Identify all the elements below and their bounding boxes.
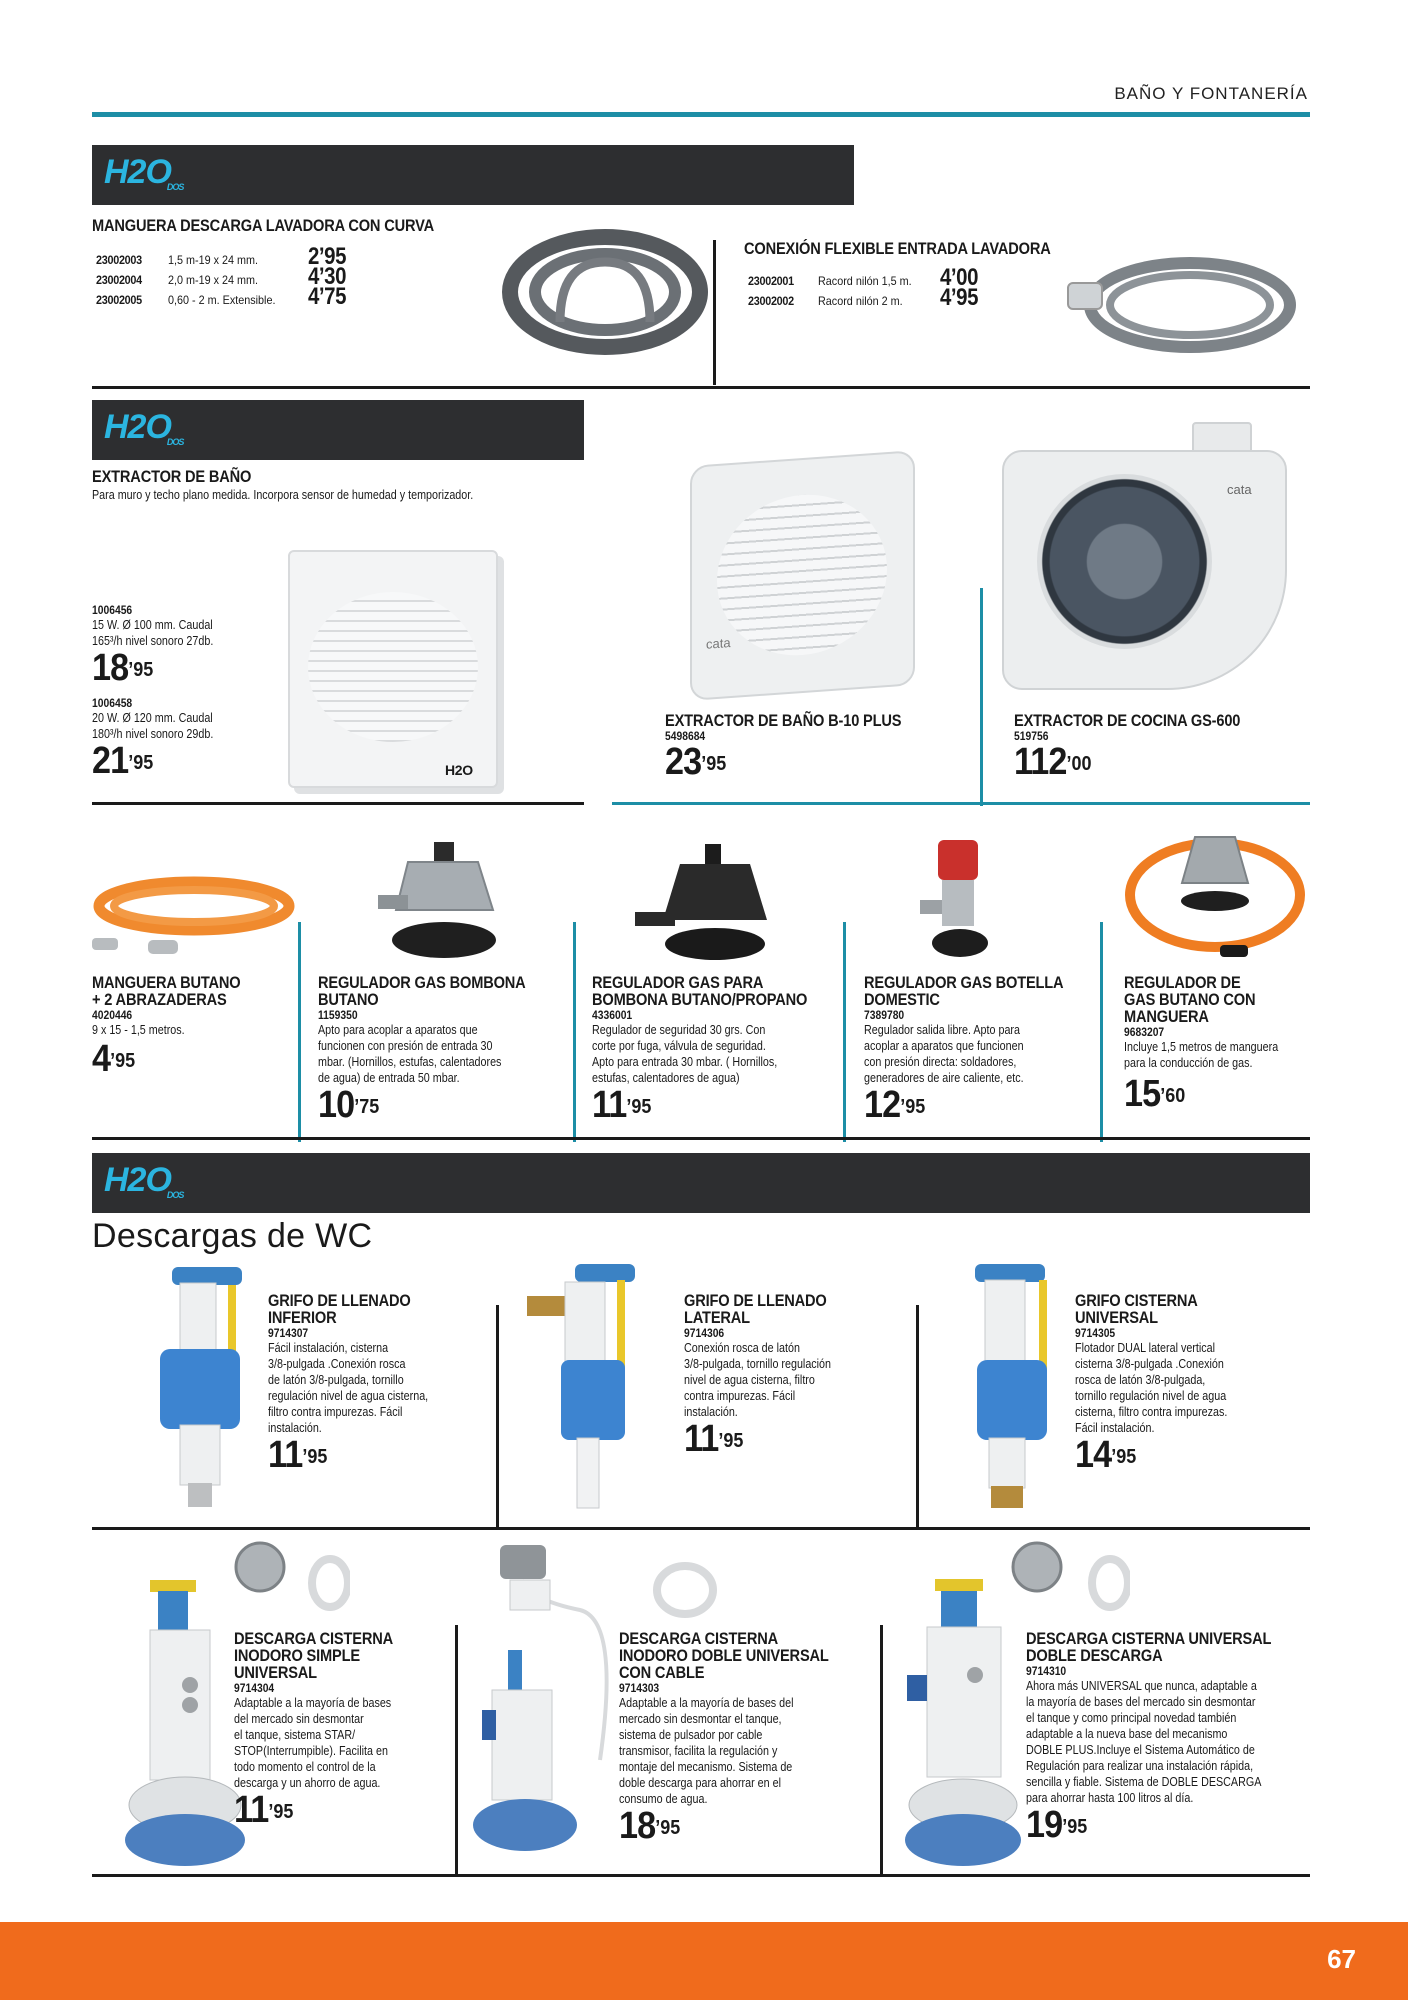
price: $18^{’95}$ <box>619 1805 681 1847</box>
price: $12^{’95}$ <box>864 1084 926 1126</box>
fill-valve-lateral-image <box>525 1262 655 1512</box>
flush-valve-product: DESCARGA CISTERNA UNIVERSAL DOBLE DESCARGA 9714310 Ahora más UNIVERSAL que nunca, adaptable a la mayoría de bases del mercado sin desmontar el tanque y como principal novedad también adaptable a la nueva base del mecanismo DOBLE PLUS.Incluye el Sistema Automático de Regulación para realizar una instalación rápida, sencilla y fiable. Sistema de DOBLE DESCARGA para ahorrar hasta 100 litros al día. $19^{’95}$ <box>1026 1629 1272 1846</box>
divider <box>298 922 301 1142</box>
divider <box>916 1305 919 1530</box>
divider <box>843 922 846 1142</box>
drain-hose-image <box>500 222 710 362</box>
table-row: 23002004 2,0 m-19 x 24 mm. 4’30 <box>96 263 347 290</box>
header-rule <box>92 112 1310 117</box>
brand-band <box>92 400 584 460</box>
h2o-logo: H2ODOS <box>104 153 184 192</box>
price: $11^{’95}$ <box>684 1418 744 1460</box>
divider <box>455 1625 458 1875</box>
variant-1006456: 1006456 15 W. Ø 100 mm. Caudal 165³/h nivel sonoro 27db. $18^{’95}$ <box>92 603 214 689</box>
divider <box>880 1625 883 1875</box>
b10-product: EXTRACTOR DE BAÑO B-10 PLUS 5498684 $23^{’95}$ <box>665 711 902 783</box>
divider <box>496 1305 499 1530</box>
table-row: 23002002 Racord nilón 2 m. 4’95 <box>748 284 979 311</box>
regulator-butane-propane-image <box>635 842 780 967</box>
section-rule <box>92 386 1310 389</box>
section-rule <box>92 1527 1310 1530</box>
section-rule <box>92 1137 1310 1140</box>
divider <box>1100 922 1103 1142</box>
divider <box>980 588 983 806</box>
table-row: 23002001 Racord nilón 1,5 m. 4’00 <box>748 264 979 291</box>
price: $11^{’95}$ <box>234 1789 294 1831</box>
regulator-domestic-image <box>920 838 1000 968</box>
wc-heading: Descargas de WC <box>92 1217 373 1255</box>
section-rule <box>92 802 584 805</box>
gas-product: REGULADOR DE GAS BUTANO CON MANGUERA 9683207 Incluye 1,5 metros de manguera para la conducción de gas. $15^{’60}$ <box>1124 973 1279 1115</box>
section-rule <box>92 1874 1310 1877</box>
b10-fan-image: cata <box>690 450 915 701</box>
price: $18^{’95}$ <box>92 647 154 689</box>
brand-band <box>92 145 854 205</box>
price: $10^{’75}$ <box>318 1084 380 1126</box>
brand-band <box>92 1153 1310 1213</box>
fill-valve-product: GRIFO CISTERNA UNIVERSAL 9714305 Flotador DUAL lateral vertical cisterna 3/8-pulgada .Conexión rosca de latón 3/8-pulgada, tornillo regulación nivel de agua cisterna, filtro contra impurezas. Fácil instalación. $14^{’95}$ <box>1075 1291 1228 1476</box>
table-row: 23002005 0,60 - 2 m. Extensible. 4’75 <box>96 283 347 310</box>
price: $11^{’95}$ <box>268 1434 328 1476</box>
gs600-hood-image: cata <box>1002 422 1287 697</box>
variant-1006458: 1006458 20 W. Ø 120 mm. Caudal 180³/h nivel sonoro 29db. $21^{’95}$ <box>92 696 214 782</box>
regulator-with-hose-image <box>1120 825 1310 975</box>
bath-fan-image: H2O <box>288 550 498 788</box>
product-title: MANGUERA DESCARGA LAVADORA CON CURVA <box>92 216 434 235</box>
gas-product: MANGUERA BUTANO + 2 ABRAZADERAS 4020446 9 x 15 - 1,5 metros. $4^{’95}$ <box>92 973 241 1080</box>
gas-product: REGULADOR GAS PARA BOMBONA BUTANO/PROPANO 4336001 Regulador de seguridad 30 grs. Con corte por fuga, válvula de seguridad. Apto para entrada 30 mbar. ( Hornillos, estufas, calentadores de agua) $11^{’95}$ <box>592 973 808 1126</box>
price-table <box>96 243 353 310</box>
flush-valve-product: DESCARGA CISTERNA INODORO DOBLE UNIVERSAL CON CABLE 9714303 Adaptable a la mayoría de bases del mercado sin desmontar el tanque, sistema de pulsador por cable transmisor, facilita la regulación y montaje del mecanismo. Sistema de doble descarga para ahorrar en el consumo de agua. $18^{’95}$ <box>619 1629 829 1847</box>
gas-product: REGULADOR GAS BOTELLA DOMESTIC 7389780 Regulador salida libre. Apto para acoplar a aparatos que funcionen con presión directa: soldadores, generadores de aire caliente, etc. $12^{’95}$ <box>864 973 1064 1126</box>
fill-valve-product: GRIFO DE LLENADO INFERIOR 9714307 Fácil instalación, cisterna 3/8-pulgada .Conexión rosca de latón 3/8-pulgada, tornillo regulación nivel de agua cisterna, filtro contra impurezas. Fácil instalación. $11^{’95}$ <box>268 1291 429 1476</box>
price: $11^{’95}$ <box>592 1084 652 1126</box>
gas-product: REGULADOR GAS BOMBONA BUTANO 1159350 Apto para acoplar a aparatos que funcionen con presión de entrada 30 mbar. (Hornillos, estufas, calentadores de agua) de entrada 50 mbar. $10^{’75}$ <box>318 973 526 1126</box>
divider <box>573 922 576 1142</box>
product-title: CONEXIÓN FLEXIBLE ENTRADA LAVADORA <box>744 239 1051 258</box>
h2o-logo: H2ODOS <box>104 1161 184 1200</box>
price: $14^{’95}$ <box>1075 1434 1137 1476</box>
price: $15^{’60}$ <box>1124 1073 1186 1115</box>
price: $4^{’95}$ <box>92 1038 136 1080</box>
flush-valve-product: DESCARGA CISTERNA INODORO SIMPLE UNIVERSAL 9714304 Adaptable a la mayoría de bases del mercado sin desmontar el tanque, sistema STAR/ STOP(Interrumpible). Facilita en todo momento el control de la descarga y un ahorro de agua. $11^{’95}$ <box>234 1629 393 1831</box>
page-number: 67 <box>1327 1944 1356 1974</box>
fill-valve-product: GRIFO DE LLENADO LATERAL 9714306 Conexión rosca de latón 3/8-pulgada, tornillo regulación nivel de agua cisterna, filtro contra impurezas. Fácil instalación. $11^{’95}$ <box>684 1291 832 1460</box>
product-desc: Para muro y techo plano medida. Incorpora sensor de humedad y temporizador. <box>92 488 474 502</box>
product-title: EXTRACTOR DE BAÑO <box>92 467 252 486</box>
gs600-product: EXTRACTOR DE COCINA GS-600 519756 $112^{’00}$ <box>1014 711 1241 783</box>
page-footer <box>0 1922 1408 2000</box>
fill-valve-universal-image <box>955 1262 1065 1512</box>
section-title: BAÑO Y FONTANERÍA <box>1114 84 1308 103</box>
h2o-logo: H2ODOS <box>104 408 184 447</box>
price: $19^{’95}$ <box>1026 1804 1088 1846</box>
price: $21^{’95}$ <box>92 740 154 782</box>
divider <box>713 240 716 385</box>
price: $112^{’00}$ <box>1014 741 1092 783</box>
inlet-hose-image <box>1060 245 1300 360</box>
fill-valve-inferior-image <box>150 1265 260 1510</box>
butane-hose-image <box>86 868 296 958</box>
section-rule <box>612 802 1310 805</box>
price-table <box>748 264 985 311</box>
regulator-butane-image <box>378 840 508 965</box>
table-row: 23002003 1,5 m-19 x 24 mm. 2’95 <box>96 243 347 270</box>
price: $23^{’95}$ <box>665 741 727 783</box>
